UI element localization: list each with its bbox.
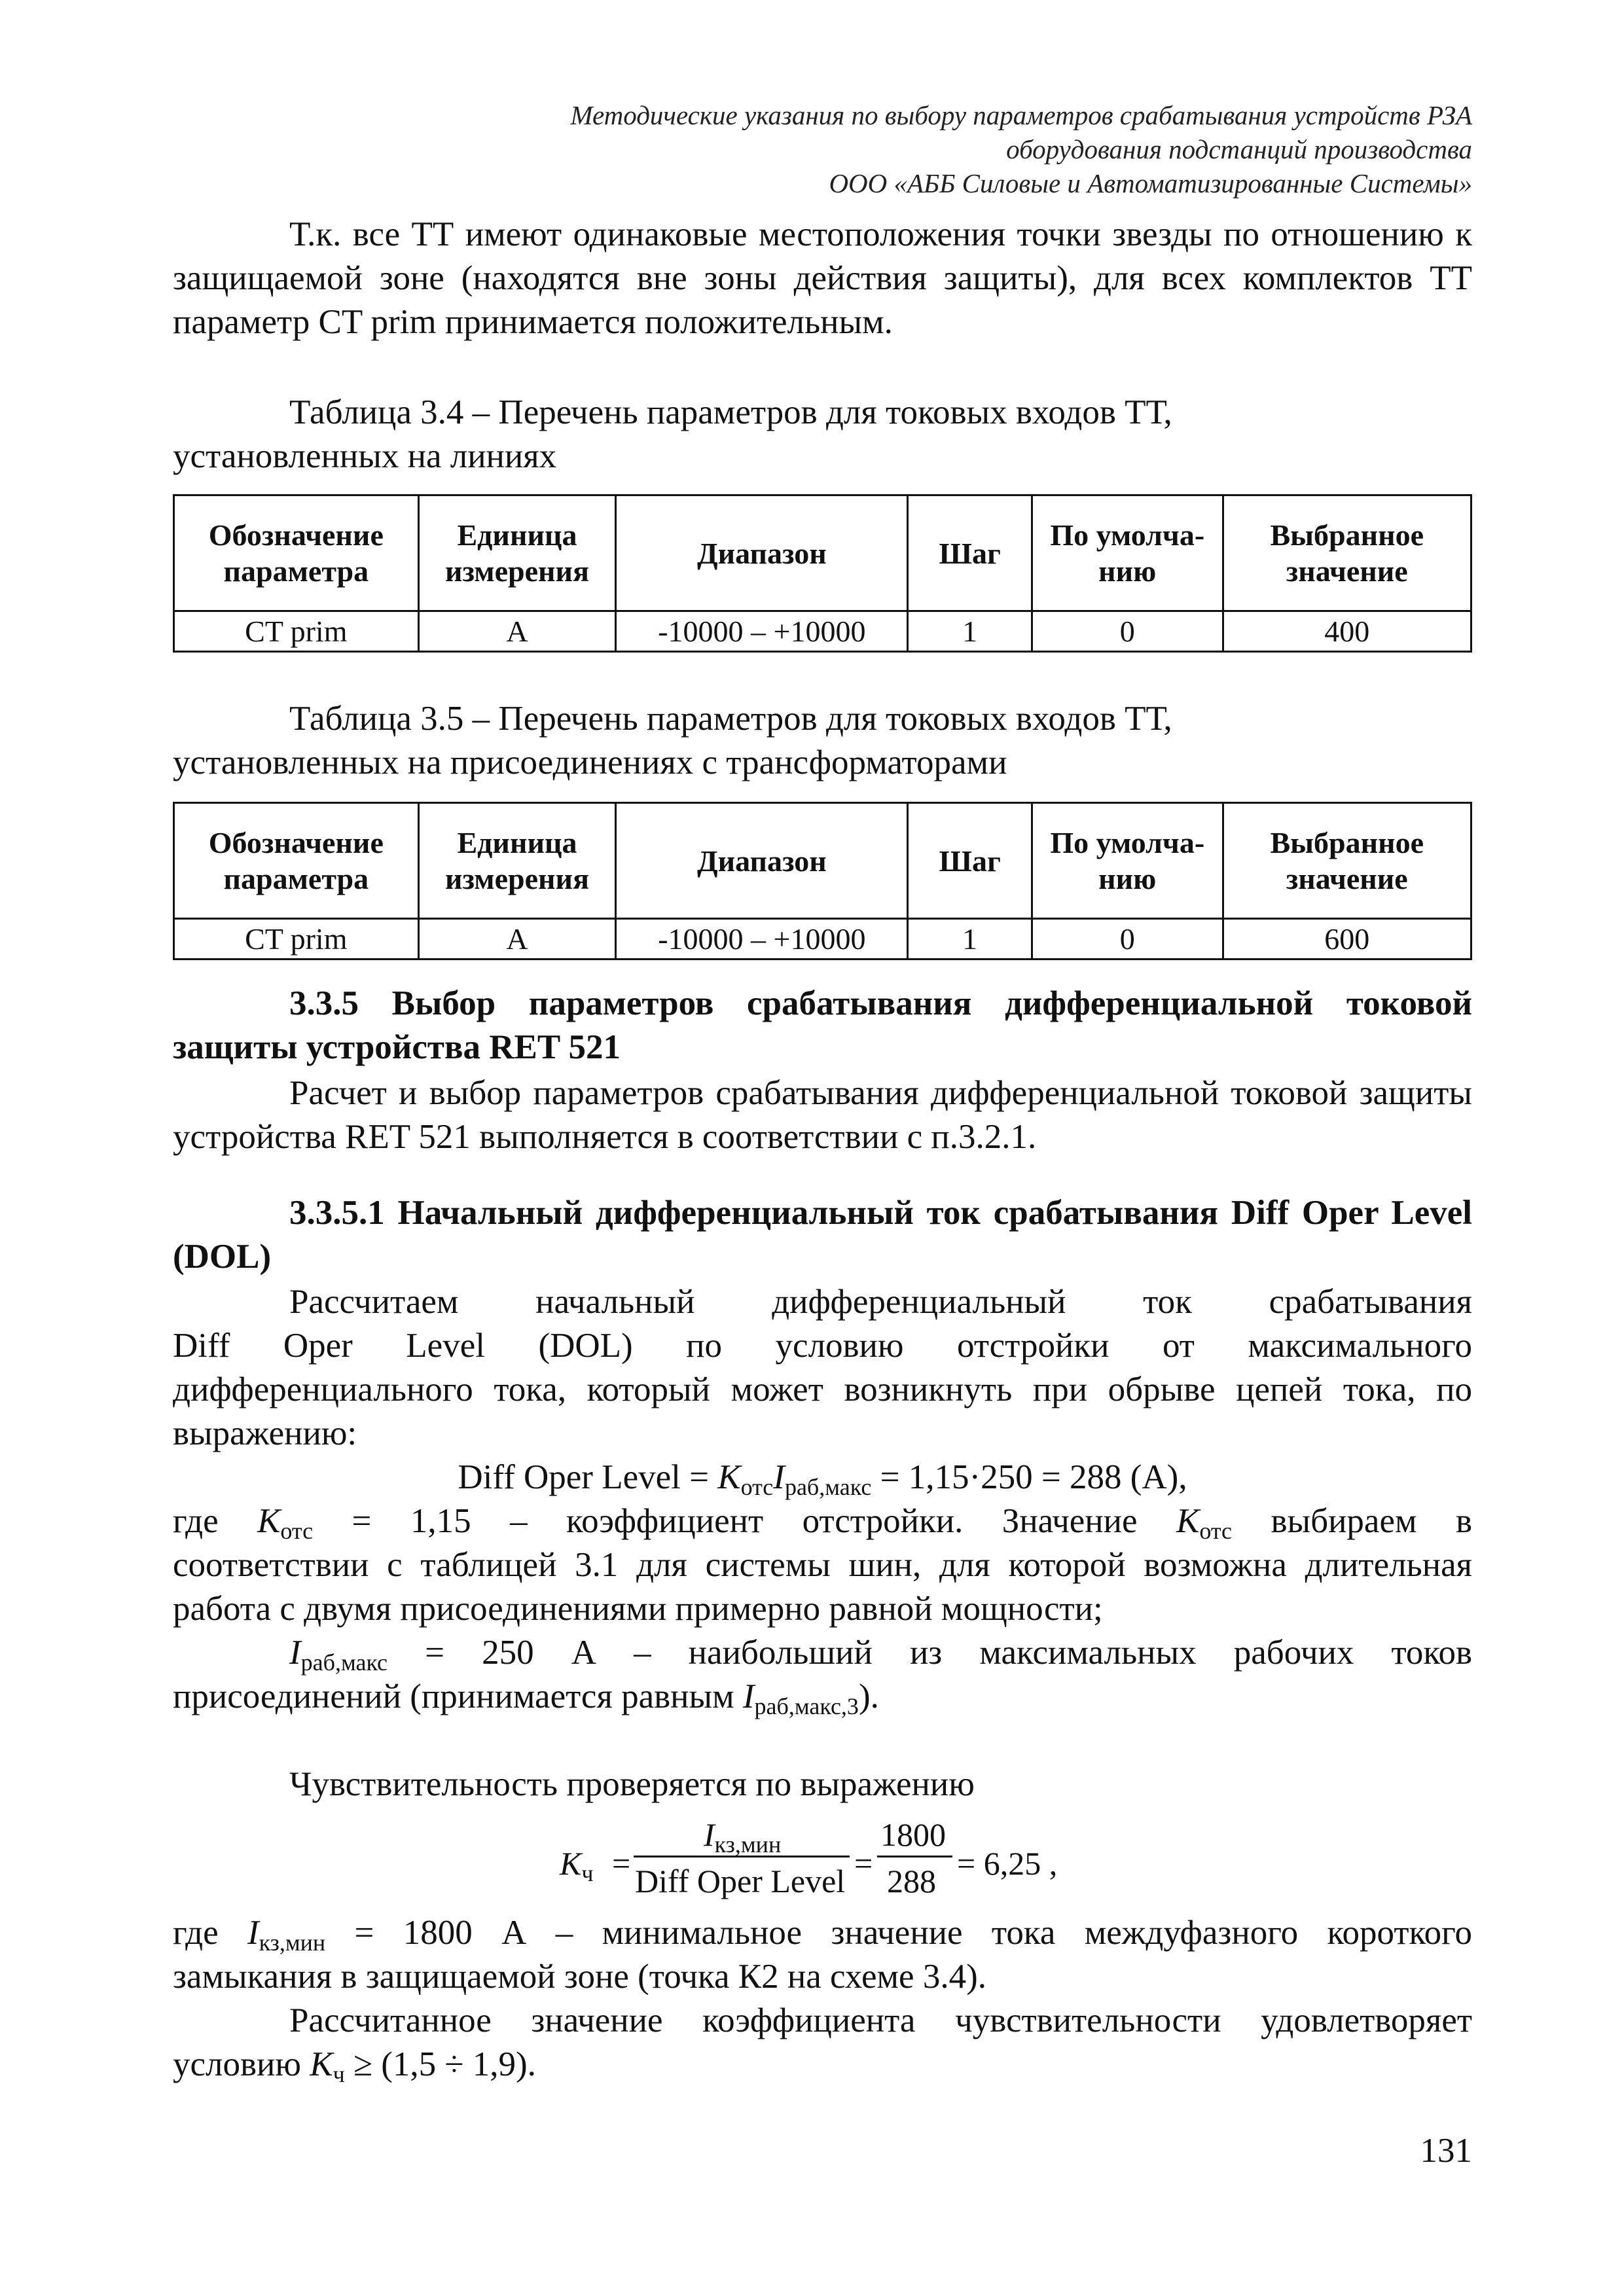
- caption-line-2: установленных на присоединениях с трансформаторами: [173, 744, 1007, 781]
- table-row: [174, 611, 1471, 652]
- table-cell: А: [418, 611, 616, 652]
- formula-subscript: кз,мин: [259, 1929, 326, 1956]
- formula-symbol: K: [1176, 1502, 1200, 1540]
- fraction-bar: [877, 1856, 952, 1857]
- formula-subscript: отс: [740, 1474, 774, 1500]
- text: = 1800 А – минимальное значение тока междуфазного короткого: [325, 1914, 1472, 1952]
- formula-equals: =: [854, 1845, 873, 1882]
- table-cell: 400: [1223, 611, 1471, 652]
- formula-result: = 6,25 ,: [957, 1845, 1058, 1882]
- table-row: [174, 919, 1471, 960]
- header-cell: Выбранное значение: [1223, 803, 1471, 919]
- header-cell: Шаг: [908, 495, 1032, 611]
- intro-paragraph: Т.к. все ТТ имеют одинаковые местоположения точки звезды по отношению к защищаемой зоне (находятся вне зоны действия защиты), для всех комплектов ТТ параметр CT prim принимается положительным.: [173, 215, 1472, 341]
- text: выбираем в: [1232, 1502, 1472, 1540]
- fraction-denominator-value: 288: [887, 1863, 936, 1899]
- header-line-2: оборудования подстанций производства: [1006, 134, 1472, 164]
- table-3-5: [173, 802, 1472, 960]
- formula-lhs: [560, 1844, 594, 1886]
- fraction-bar: [634, 1856, 850, 1857]
- text: = 1,15 – коэффициент отстройки. Значение: [313, 1502, 1176, 1540]
- formula-text: = 1,15·250 = 288 (А),: [871, 1458, 1187, 1496]
- formula-equals: =: [612, 1845, 631, 1882]
- formula-symbol: I: [289, 1634, 301, 1672]
- header-cell: Диапазон: [616, 803, 908, 919]
- text: присоединений (принимается равным: [173, 1677, 743, 1715]
- table-cell: CT prim: [174, 919, 419, 960]
- paragraph-text: замыкания в защищаемой зоне (точка К2 на схеме 3.4).: [173, 1958, 986, 1996]
- running-header: [173, 98, 1472, 200]
- table-cell: -10000 – +10000: [616, 611, 908, 652]
- table-header-row: [174, 803, 1471, 919]
- text: где: [173, 1502, 258, 1540]
- paragraph-line: [173, 1499, 1472, 1543]
- table-cell: 1: [908, 919, 1032, 960]
- table-cell: 0: [1032, 611, 1223, 652]
- formula-subscript: раб,макс: [300, 1649, 388, 1676]
- header-cell: По умолча-нию: [1032, 803, 1223, 919]
- paragraph-line: [173, 2043, 1472, 2087]
- header-cell: Единица измерения: [418, 803, 616, 919]
- fraction-denominator: Diff Oper Level: [635, 1863, 846, 1899]
- text: условию: [173, 2045, 310, 2083]
- formula-symbol: K: [717, 1458, 741, 1496]
- section-3-3-5-1-heading: 3.3.5.1 Начальный дифференциальный ток срабатывания Diff Oper Level (DOL): [173, 1194, 1472, 1276]
- table-cell: -10000 – +10000: [616, 919, 908, 960]
- formula-subscript: ч: [333, 2061, 345, 2087]
- header-cell: Обозначение параметра: [174, 495, 419, 611]
- fraction-numerator: [704, 1816, 782, 1857]
- formula-subscript: отс: [1199, 1518, 1233, 1544]
- formula-subscript: отс: [280, 1518, 314, 1544]
- formula-text: Diff Oper Level =: [458, 1458, 718, 1496]
- formula-symbol: I: [773, 1458, 785, 1496]
- table-header-row: [174, 495, 1471, 611]
- formula-subscript: раб,макс: [784, 1474, 872, 1500]
- text: = 250 А – наибольший из максимальных рабочих токов: [388, 1634, 1472, 1672]
- table-cell: 1: [908, 611, 1032, 652]
- table-cell: 0: [1032, 919, 1223, 960]
- paragraph-line: Рассчитаем начальный дифференциальный ток срабатывания: [289, 1283, 1472, 1321]
- formula-subscript: раб,макс,3: [754, 1693, 859, 1719]
- table-cell: 600: [1223, 919, 1471, 960]
- header-cell: По умолча-нию: [1032, 495, 1223, 611]
- header-line-1: Методические указания по выбору параметров срабатывания устройств РЗА: [570, 100, 1472, 130]
- paragraph-line: Рассчитанное значение коэффициента чувствительности удовлетворяет: [289, 2001, 1472, 2039]
- header-line-3: ООО «АББ Силовые и Автоматизированные Системы»: [829, 168, 1472, 198]
- caption-line-2: установленных на линиях: [173, 437, 557, 475]
- formula-symbol: K: [560, 1845, 582, 1882]
- formula-symbol: I: [742, 1677, 755, 1715]
- formula-subscript: кз,мин: [714, 1831, 782, 1857]
- header-cell: Шаг: [908, 803, 1032, 919]
- formula-dol: [173, 1456, 1472, 1499]
- header-cell: Единица измерения: [418, 495, 616, 611]
- table-3-5-caption: [173, 697, 1472, 785]
- page-number: 131: [1420, 2132, 1472, 2170]
- paragraph-text: соответствии с таблицей 3.1 для системы шин, для которой возможна длительная работа с двумя присоединениями примерно равной мощности;: [173, 1546, 1472, 1628]
- formula-symbol: I: [247, 1914, 259, 1952]
- paragraph-line: [173, 1911, 1472, 1955]
- paragraph-line: [173, 1675, 1472, 1719]
- formula-symbol: K: [310, 2045, 333, 2083]
- table-cell: CT prim: [174, 611, 419, 652]
- formula-subscript: ч: [581, 1860, 594, 1886]
- table-3-4: [173, 494, 1472, 653]
- formula-symbol: I: [704, 1816, 715, 1853]
- header-cell: Выбранное значение: [1223, 495, 1471, 611]
- caption-line-1: Таблица 3.4 – Перечень параметров для токовых входов ТТ,: [289, 393, 1172, 431]
- paragraph-line: Diff Oper Level (DOL) по условию отстройки от максимального: [173, 1327, 1472, 1365]
- header-cell: Обозначение параметра: [174, 803, 419, 919]
- sensitivity-text: Чувствительность проверяется по выражению: [289, 1765, 975, 1803]
- section-3-3-5-heading: 3.3.5 Выбор параметров срабатывания дифференциальной токовой защиты устройства RET 521: [173, 984, 1472, 1066]
- paragraph-line: [173, 1631, 1472, 1675]
- text: ≥ (1,5 ÷ 1,9).: [344, 2045, 536, 2083]
- table-cell: А: [418, 919, 616, 960]
- section-3-3-5-text: Расчет и выбор параметров срабатывания дифференциальной токовой защиты устройства RET 521 выполняется в соответствии с п.3.2.1.: [173, 1074, 1472, 1156]
- formula-symbol: K: [257, 1502, 281, 1540]
- text: где: [173, 1914, 247, 1952]
- table-3-4-caption: [173, 391, 1472, 478]
- caption-line-1: Таблица 3.5 – Перечень параметров для токовых входов ТТ,: [289, 700, 1172, 738]
- fraction-numerator-value: 1800: [880, 1816, 946, 1853]
- header-cell: Диапазон: [616, 495, 908, 611]
- paragraph-text: дифференциального тока, который может возникнуть при обрыве цепей тока, по выражению:: [173, 1371, 1472, 1452]
- text: ).: [858, 1677, 879, 1715]
